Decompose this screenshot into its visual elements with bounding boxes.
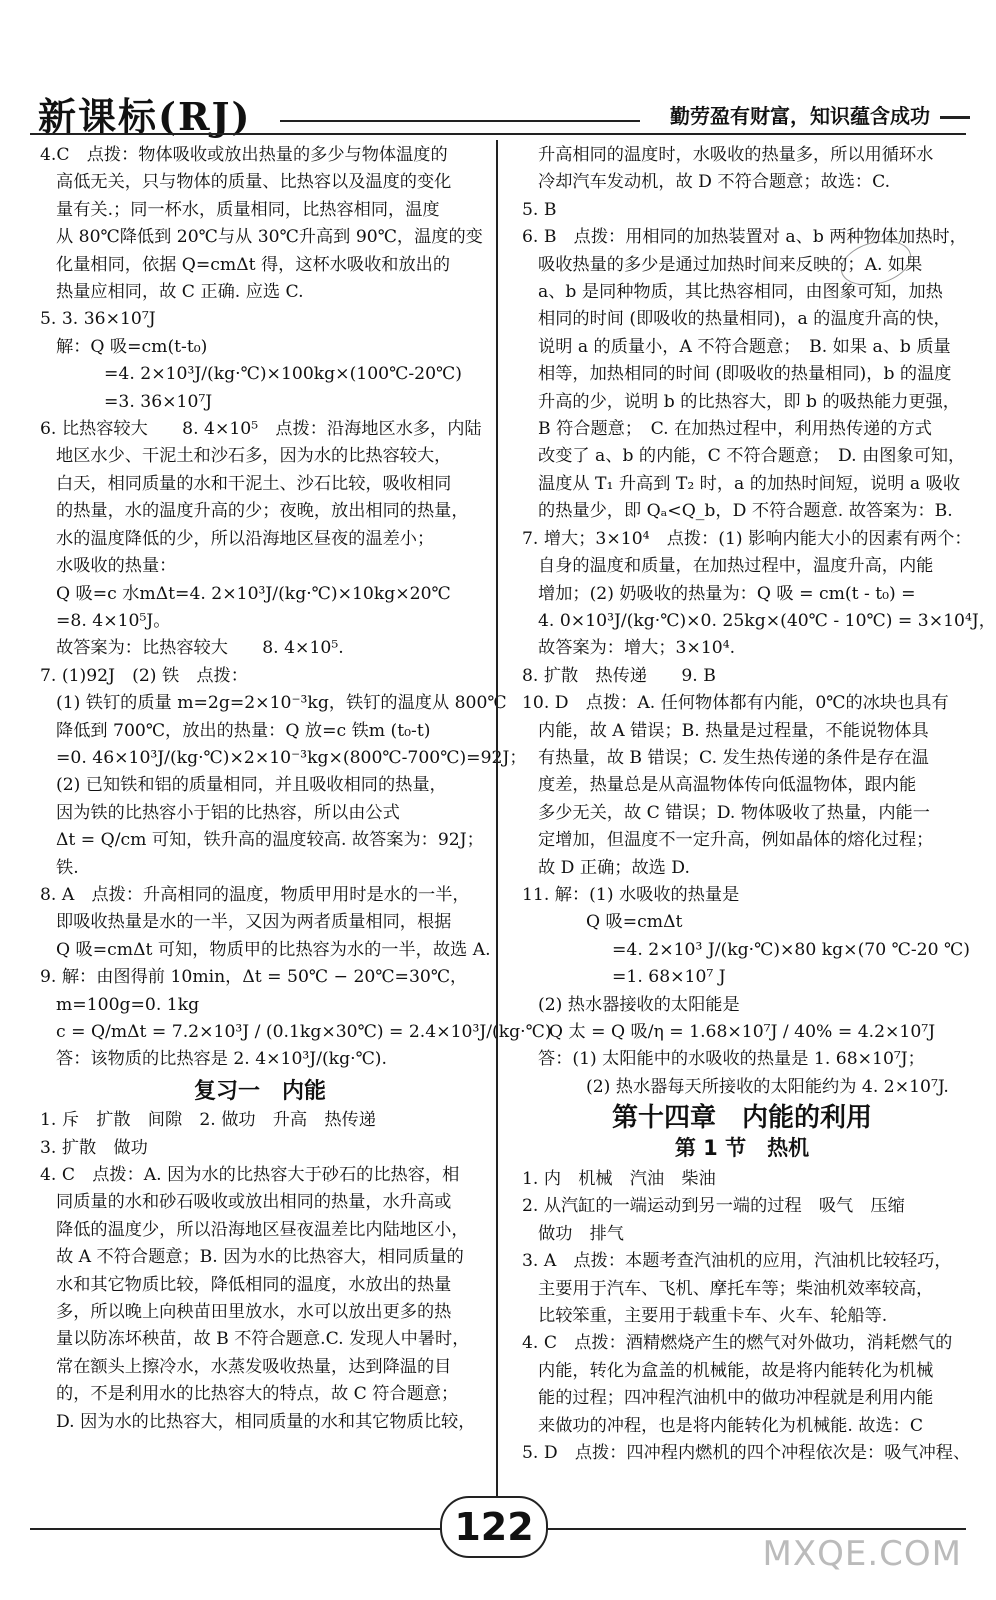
right-column bbox=[522, 142, 996, 1468]
text-line: 7. (1)92J (2) 铁 点拨： bbox=[40, 665, 248, 686]
text-line: =3. 36×10⁷J bbox=[104, 391, 213, 412]
header-line bbox=[30, 133, 966, 135]
text-line: 水和其它物质比较，降低相同的温度，水放出的热量 bbox=[56, 1274, 452, 1295]
text-line: =4. 2×10³J/(kg·℃)×100kg×(100℃-20℃) bbox=[104, 364, 462, 385]
text-line: 高低无关，只与物体的质量、比热容以及温度的变化 bbox=[56, 172, 452, 193]
text-line: 的，不是利用水的比热容大的特点，故 C 符合题意； bbox=[56, 1384, 459, 1405]
text-line: 冷却汽车发动机，故 D 不符合题意；故选：C. bbox=[538, 172, 891, 193]
text-line: 答：(1) 太阳能中的水吸收的热量是 1. 68×10⁷J； bbox=[538, 1049, 925, 1070]
text-line: 降低到 700℃，放出的热量：Q 放=c 铁m (t₀-t) bbox=[56, 720, 431, 741]
text-line: (2) 已知铁和铝的质量相同，并且吸收相同的热量， bbox=[56, 775, 447, 796]
text-line: 解：Q 吸=cm(t-t₀) bbox=[56, 336, 208, 357]
text-line: 即吸收热量是水的一半，又因为两者质量相同，根据 bbox=[56, 912, 452, 933]
text-line: 内能，转化为盒盖的机械能，故是将内能转化为机械 bbox=[538, 1360, 934, 1381]
text-line: 度差，热量总是从高温物体传向低温物体，跟内能 bbox=[538, 775, 917, 796]
text-line: 同质量的水和砂石吸收或放出相同的热量，水升高或 bbox=[56, 1192, 452, 1213]
text-line: Q 吸=c 水mΔt=4. 2×10³J/(kg·℃)×10kg×20℃ bbox=[56, 583, 451, 604]
text-line: 相等，加热相同的时间 (即吸收的热量相同)，b 的温度 bbox=[538, 364, 952, 385]
text-line: 增加；(2) 奶吸收的热量为：Q 吸 = cm(t - t₀) = bbox=[538, 583, 916, 604]
text-line: 内能，故 A 错误；B. 热量是过程量，不能说物体具 bbox=[538, 720, 929, 741]
column-divider bbox=[496, 140, 498, 1535]
text-line: 6. B 点拨：用相同的加热装置对 a、b 两种物体加热时， bbox=[522, 227, 967, 248]
text-line: 主要用于汽车、飞机、摩托车等；柴油机效率较高， bbox=[538, 1278, 934, 1299]
text-line: 温度从 T₁ 升高到 T₂ 时，a 的加热时间短，说明 a 吸收 bbox=[538, 473, 961, 494]
text-line: 4.C 点拨：物体吸收或放出热量的多少与物体温度的 bbox=[40, 145, 448, 165]
motto-rule bbox=[940, 116, 970, 119]
text-line: 5. 3. 36×10⁷J bbox=[40, 309, 156, 330]
page-header bbox=[30, 86, 970, 139]
text-line: D. 因为水的比热容大，相同质量的水和其它物质比较， bbox=[56, 1411, 476, 1432]
text-line: 2. 从汽缸的一端运动到另一端的过程 吸气 压缩 bbox=[522, 1196, 905, 1217]
text-line: Q 吸=cmΔt 可知，物质甲的比热容为水的一半，故选 A. bbox=[56, 939, 491, 960]
text-line: 来做功的冲程，也是将内能转化为机械能. 故选：C bbox=[538, 1415, 924, 1436]
text-line: 故 A 不符合题意；B. 因为水的比热容大，相同质量的 bbox=[56, 1247, 464, 1268]
text-line: 升高的少，说明 b 的比热容大，即 b 的吸热能力更强， bbox=[538, 391, 960, 412]
text-line: 相同的时间 (即吸收的热量相同)，a 的温度升高的快， bbox=[538, 309, 951, 330]
text-line: 白天，相同质量的水和干泥土、沙石比较，吸收相同 bbox=[56, 473, 452, 494]
text-line: 化量相同，依据 Q=cmΔt 得，这杯水吸收和放出的 bbox=[56, 254, 451, 275]
formula-line: Δt = Q/cm 可知，铁升高的温度较高. 故答案为：92J； bbox=[56, 830, 484, 851]
chapter-heading: 第十四章 内能的利用 bbox=[611, 1103, 872, 1134]
site-watermark: MXQE.COM bbox=[762, 1534, 962, 1574]
text-line: (1) 铁钉的质量 m=2g=2×10⁻³kg，铁钉的温度从 800℃ bbox=[56, 693, 507, 714]
text-line: 10. D 点拨：A. 任何物体都有内能，0℃的冰块也具有 bbox=[522, 693, 949, 714]
text-line: 故 D 正确；故选 D. bbox=[538, 857, 690, 878]
text-line: 6. 比热容较大 8. 4×10⁵ 点拨：沿海地区水多，内陆 bbox=[40, 419, 482, 440]
formula-line: c = Q/mΔt = 7.2×10³J / (0.1kg×30℃) = 2.4×10³J/(kg·℃) bbox=[56, 1022, 552, 1042]
header-rule bbox=[280, 120, 640, 122]
text-line: 答：该物质的比热容是 2. 4×10³J/(kg·℃). bbox=[56, 1049, 387, 1070]
text-line: 故答案为：比热容较大 8. 4×10⁵. bbox=[56, 638, 344, 659]
text-line: Q 吸=cmΔt bbox=[586, 912, 683, 933]
text-line: 升高相同的温度时，水吸收的热量多，所以用循环水 bbox=[538, 145, 934, 165]
text-line: 定增加，但温度不一定升高，例如晶体的熔化过程； bbox=[538, 830, 934, 851]
text-line: 7. 增大；3×10⁴ 点拨：(1) 影响内能大小的因素有两个： bbox=[522, 528, 972, 549]
text-line: 说明 a 的质量小，A 不符合题意； B. 如果 a、b 质量 bbox=[538, 336, 951, 357]
text-line: 5. D 点拨：四冲程内燃机的四个冲程依次是：吸气冲程、 bbox=[522, 1443, 971, 1464]
text-line: 从 80℃降低到 20℃与从 30℃升高到 90℃，温度的变 bbox=[56, 227, 483, 248]
text-line: =8. 4×10⁵J。 bbox=[56, 610, 171, 631]
header-motto: 勤劳盈有财富，知识蕴含成功 bbox=[670, 104, 930, 128]
text-line: =1. 68×10⁷ J bbox=[612, 967, 726, 988]
text-line: 比较笨重，主要用于载重卡车、火车、轮船等. bbox=[538, 1306, 888, 1327]
text-line: 3. 扩散 做功 bbox=[40, 1137, 148, 1158]
text-line: 多少无关，故 C 错误；D. 物体吸收了热量，内能一 bbox=[538, 802, 930, 823]
text-line: =0. 46×10³J/(kg·℃)×2×10⁻³kg×(800℃-700℃)=92J； bbox=[56, 747, 527, 768]
text-line: 4. 0×10³J/(kg·℃)×0. 25kg×(40℃ - 10℃) = 3×10⁴J， bbox=[538, 610, 996, 631]
text-line: 4. C 点拨：酒精燃烧产生的燃气对外做功，消耗燃气的 bbox=[522, 1333, 953, 1354]
text-line: 自身的温度和质量，在加热过程中，温度升高，内能 bbox=[538, 556, 934, 577]
page-number: 122 bbox=[440, 1496, 548, 1558]
text-line: 多，所以晚上向秧苗田里放水，水可以放出更多的热 bbox=[56, 1302, 452, 1323]
text-line: 因为铁的比热容小于铝的比热容，所以由公式 bbox=[56, 802, 400, 823]
text-line: 4. C 点拨：A. 因为水的比热容大于砂石的比热容，相 bbox=[40, 1165, 460, 1186]
text-line: 改变了 a、b 的内能，C 不符合题意； D. 由图象可知， bbox=[538, 446, 966, 467]
text-line: 做功 排气 bbox=[538, 1223, 624, 1244]
text-line: 1. 斥 扩散 间隙 2. 做功 升高 热传递 bbox=[40, 1110, 376, 1131]
text-line: 11. 解：(1) 水吸收的热量是 bbox=[522, 884, 740, 905]
text-line: 水吸收的热量： bbox=[56, 556, 177, 577]
text-line: 量以防冻坏秧苗，故 B 不符合题意.C. 发现人中暑时， bbox=[56, 1329, 470, 1350]
section-heading: 第 1 节 热机 bbox=[674, 1135, 810, 1160]
review-heading: 复习一 内能 bbox=[193, 1078, 326, 1104]
text-line: 水的温度降低的少，所以沿海地区昼夜的温差小； bbox=[56, 528, 435, 549]
text-line: B 符合题意； C. 在加热过程中，利用热传递的方式 bbox=[538, 419, 932, 440]
text-line: 的热量，水的温度升高的少；夜晚，放出相同的热量， bbox=[56, 501, 469, 522]
text-line: 地区水少、干泥土和沙石多，因为水的比热容较大， bbox=[56, 446, 452, 467]
text-line: m=100g=0. 1kg bbox=[56, 994, 200, 1015]
text-line: 有热量，故 B 错误；C. 发生热传递的条件是存在温 bbox=[538, 747, 929, 768]
text-line: 降低的温度少，所以沿海地区昼夜温差比内陆地区小， bbox=[56, 1219, 469, 1240]
text-line: 常在额头上擦冷水，水蒸发吸收热量，达到降温的目 bbox=[56, 1356, 452, 1377]
text-line: 3. A 点拨：本题考查汽油机的应用，汽油机比较轻巧， bbox=[522, 1251, 952, 1272]
text-line: 5. B bbox=[522, 199, 557, 220]
text-line: =4. 2×10³ J/(kg·℃)×80 kg×(70 ℃-20 ℃) bbox=[612, 939, 970, 960]
text-line: (2) 热水器每天所接收的太阳能约为 4. 2×10⁷J. bbox=[586, 1076, 949, 1097]
text-line: 1. 内 机械 汽油 柴油 bbox=[522, 1169, 716, 1190]
text-line: a、b 是同种物质，其比热容相同，由图象可知，加热 bbox=[538, 282, 943, 303]
text-line: 的热量少，即 Qₐ<Q_b，D 不符合题意. 故答案为：B. bbox=[538, 501, 953, 522]
text-line: 热量应相同，故 C 正确. 应选 C. bbox=[56, 282, 304, 303]
text-line: 量有关.；同一杯水，质量相同，比热容相同，温度 bbox=[56, 199, 440, 220]
text-line: 8. 扩散 热传递 9. B bbox=[522, 665, 716, 686]
text-line: (2) 热水器接收的太阳能是 bbox=[538, 994, 740, 1015]
formula-line: Q 太 = Q 吸/η = 1.68×10⁷J / 40% = 4.2×10⁷J bbox=[548, 1022, 936, 1042]
text-line: 故答案为：增大；3×10⁴. bbox=[538, 638, 736, 659]
text-line: 吸收热量的多少是通过加热时间来反映的；A. 如果 bbox=[538, 254, 923, 275]
text-line: 铁. bbox=[56, 857, 79, 878]
text-line: 8. A 点拨：升高相同的温度，物质甲用时是水的一半， bbox=[40, 884, 470, 905]
book-brand: 新课标(RJ) bbox=[38, 94, 252, 139]
text-line: 9. 解：由图得前 10min，Δt = 50℃ − 20℃=30℃， bbox=[40, 967, 468, 988]
text-line: 能的过程；四冲程汽油机中的做功冲程就是利用内能 bbox=[538, 1388, 934, 1409]
